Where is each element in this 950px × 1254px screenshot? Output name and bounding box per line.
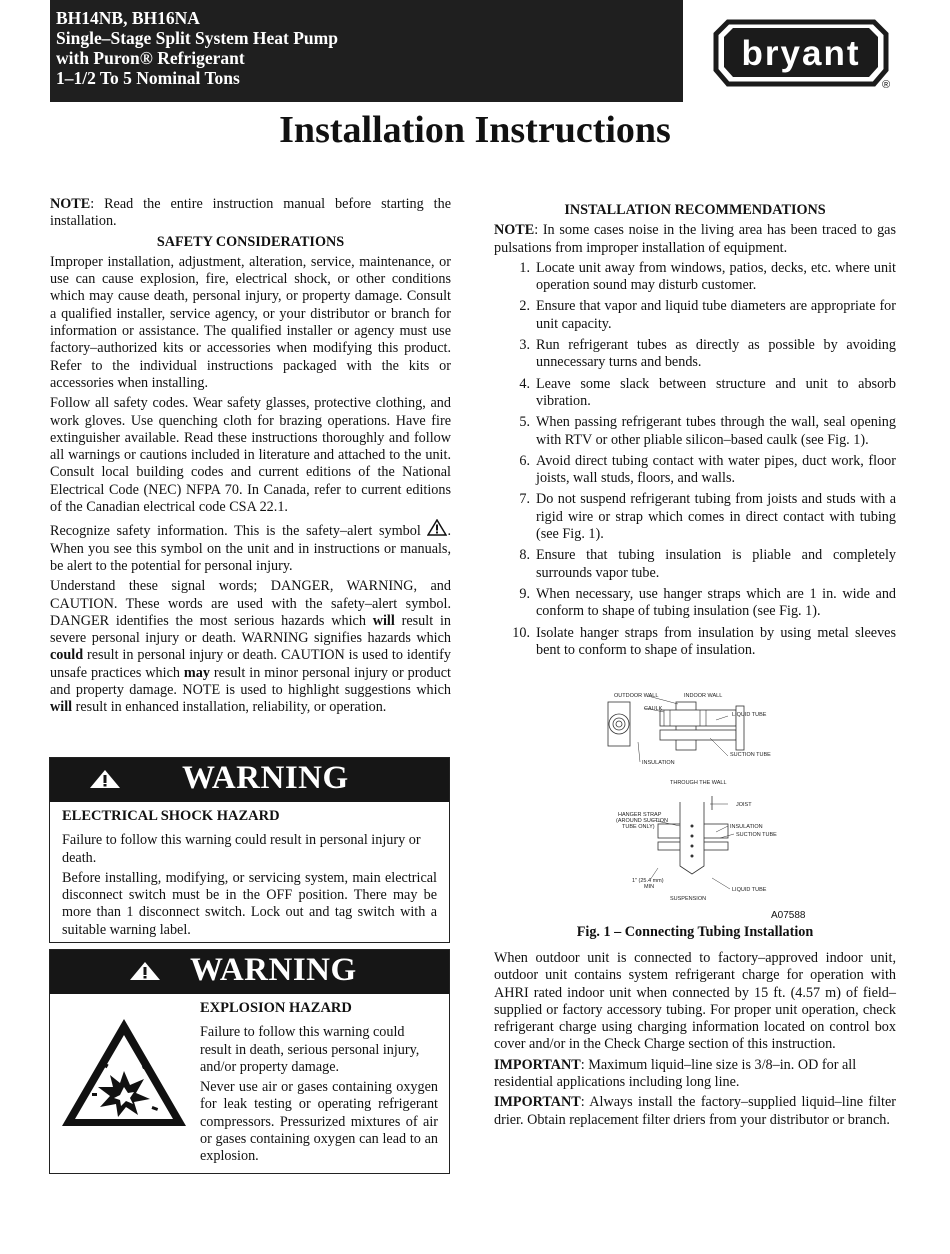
bryant-logo <box>712 18 890 92</box>
label-through-the-wall: THROUGH THE WALL <box>670 780 727 786</box>
warning-body <box>50 802 449 948</box>
warning-triangle-icon <box>128 960 162 982</box>
brand-name: bryant <box>741 34 861 73</box>
label-suspension: SUSPENSION <box>670 896 707 902</box>
label-liquid-tube: LIQUID TUBE <box>732 712 767 718</box>
warning-banner <box>50 758 449 802</box>
safety-paragraph-1: Improper installation, adjustment, alteration, service, maintenance, or use can cause explosion, fire, electrical shock, or other conditions which may cause death, personal injury, or property damage. Consult a qualified installer, service agency, or your distributor or branch for information or assistance. The qualified installer or agency must use factory–authorized kits or accessories when modifying this product. Refer to the individual instructions packaged with the kits or accessories when installing. <box>50 253 451 391</box>
label-suction-tube: SUCTION TUBE <box>730 752 771 758</box>
list-item: 7. Do not suspend refrigerant tubing from joists and studs with a rigid wire or strap which comes in direct contact with tubing (see Fig. 1). <box>519 491 896 543</box>
model-numbers: BH14NB, BH16NA <box>56 8 200 28</box>
warning-triangle-icon <box>88 768 122 790</box>
tonnage-line: 1–1/2 To 5 Nominal Tons <box>56 68 240 88</box>
list-item: 6. Avoid direct tubing contact with water pipes, duct work, floor joists, wall studs, floors, and walls. <box>519 452 896 487</box>
safety-paragraph-3: Recognize safety information. This is the safety–alert symbol . When you see this symbol on the unit and in instructions or manuals, be alert to the potential for personal injury. <box>50 519 451 575</box>
warning-box-explosion <box>49 949 450 1174</box>
safety-paragraph-2: Follow all safety codes. Wear safety glasses, protective clothing, and work gloves. Use quenching cloth for brazing operations. Have fire extinguisher available. Read these instructions thoroughly and follow all warnings or cautions included in literature and attached to the unit. Consult local building codes and current editions of the National Electrical Code (NEC) NFPA 70. In Canada, refer to current editions of the Canadian electrical code CSA 22.1. <box>50 395 451 516</box>
label-min-distance: 1" (25.4 mm) <box>632 878 664 884</box>
left-column <box>50 196 451 720</box>
warning-word: WARNING <box>190 952 357 988</box>
safety-alert-icon <box>427 519 447 536</box>
warning-body <box>188 994 446 1175</box>
label-insulation-2: INSULATION <box>730 824 763 830</box>
registered-mark: ® <box>882 79 891 91</box>
label-joist: JOIST <box>736 802 752 808</box>
right-column-lower <box>494 950 896 1132</box>
figure-id: A07588 <box>771 910 806 921</box>
list-item: 8. Ensure that tubing insulation is pliable and completely surrounds vapor tube. <box>519 547 896 581</box>
safety-heading: SAFETY CONSIDERATIONS <box>156 233 345 250</box>
list-item: 10. Isolate hanger straps from insulation by using metal sleeves bent to conform to shape of insulation. <box>512 624 896 658</box>
label-hanger-strap: HANGER STRAP <box>618 812 662 818</box>
noise-note: NOTE: In some cases noise in the living area has been traced to gas pulsations from improper installation of equipment. <box>494 222 896 256</box>
list-item: 5. When passing refrigerant tubes through the wall, seal opening with RTV or other pliable silicon–based caulk (see Fig. 1). <box>519 414 896 448</box>
warning-text-1: Failure to follow this warning could result in death, serious personal injury, and/or property damage. <box>200 1024 420 1075</box>
list-item: 3. Run refrigerant tubes as directly as possible by avoiding unnecessary turns and bends. <box>519 337 896 371</box>
tubing-installation-figure <box>600 686 810 922</box>
recommendations-heading: INSTALLATION RECOMMENDATIONS <box>564 202 826 218</box>
label-indoor-wall: INDOOR WALL <box>684 693 723 699</box>
intro-note: NOTE: Read the entire instruction manual before starting the installation. <box>50 196 451 230</box>
label-outdoor-wall: OUTDOOR WALL <box>614 693 659 699</box>
warning-heading: ELECTRICAL SHOCK HAZARD <box>62 808 280 824</box>
label-suction-tube-2: SUCTION TUBE <box>736 832 777 838</box>
list-item: 4. Leave some slack between structure and unit to absorb vibration. <box>519 375 896 409</box>
warning-text-1: Failure to follow this warning could result in personal injury or death. <box>62 832 421 866</box>
label-caulk: CAULK <box>644 706 663 712</box>
warning-word: WARNING <box>182 760 349 796</box>
right-column <box>494 200 896 663</box>
explosion-hazard-icon <box>58 1015 190 1130</box>
warning-box-electrical <box>49 757 450 943</box>
list-item: 2. Ensure that vapor and liquid tube diameters are appropriate for unit capacity. <box>519 298 896 332</box>
page-title: Installation Instructions <box>279 109 671 151</box>
product-line: Single–Stage Split System Heat Pump <box>56 28 338 48</box>
warning-heading: EXPLOSION HAZARD <box>200 1000 352 1016</box>
label-insulation: INSULATION <box>642 760 675 766</box>
important-note-2: IMPORTANT: Always install the factory–supplied liquid–line filter drier. Obtain replacement filter driers from your distributor or branch. <box>494 1094 896 1128</box>
warning-text-2: Before installing, modifying, or servicing system, main electrical disconnect switch must be in the OFF position. There may be more than 1 disconnect switch. Lock out and tag switch with a suitable warning label. <box>62 869 437 938</box>
warning-banner <box>50 950 449 994</box>
label-liquid-tube-2: LIQUID TUBE <box>732 887 767 893</box>
label-hanger-strap-3: TUBE ONLY) <box>622 824 655 830</box>
header-banner <box>50 0 683 102</box>
label-hanger-strap-2: (AROUND SUCTION <box>616 818 668 824</box>
figure-caption: Fig. 1 – Connecting Tubing Installation <box>576 924 814 940</box>
warning-text-2: Never use air or gases containing oxygen for leak testing or operating refrigerant compressors. Pressurized mixtures of air or gases containing oxygen can lead to an explosion. <box>200 1079 438 1165</box>
recommendations-list <box>494 260 896 659</box>
label-min: MIN <box>644 884 655 890</box>
list-item: 1. Locate unit away from windows, patios, decks, etc. where unit operation sound may disturb customer. <box>519 259 896 294</box>
signal-words-paragraph: Understand these signal words; DANGER, WARNING, and CAUTION. These words are used with the safety–alert symbol. DANGER identifies the most serious hazards which will result in severe personal injury or death. WARNING signifies hazards which could result in personal injury or death. CAUTION is used to identify unsafe practices which may result in minor personal injury or product and property damage. NOTE is used to highlight suggestions which will result in enhanced installation, reliability, or operation. <box>50 578 451 716</box>
refrigerant-line: with Puron® Refrigerant <box>56 48 245 68</box>
charge-paragraph: When outdoor unit is connected to factory–approved indoor unit, outdoor unit contains system refrigerant charge for operation with AHRI rated indoor unit when connected by 15 ft. (4.57 m) of field–supplied or factory accessory tubing. For proper unit operation, check refrigerant charge using charging information located on control box cover and/or in the Check Charge section of this instruction. <box>494 950 896 1053</box>
list-item: 9. When necessary, use hanger straps which are 1 in. wide and conform to shape of tubing insulation (see Fig. 1). <box>519 585 896 620</box>
important-note-1: IMPORTANT: Maximum liquid–line size is 3/8–in. OD for all residential applications including long line. <box>494 1056 857 1091</box>
